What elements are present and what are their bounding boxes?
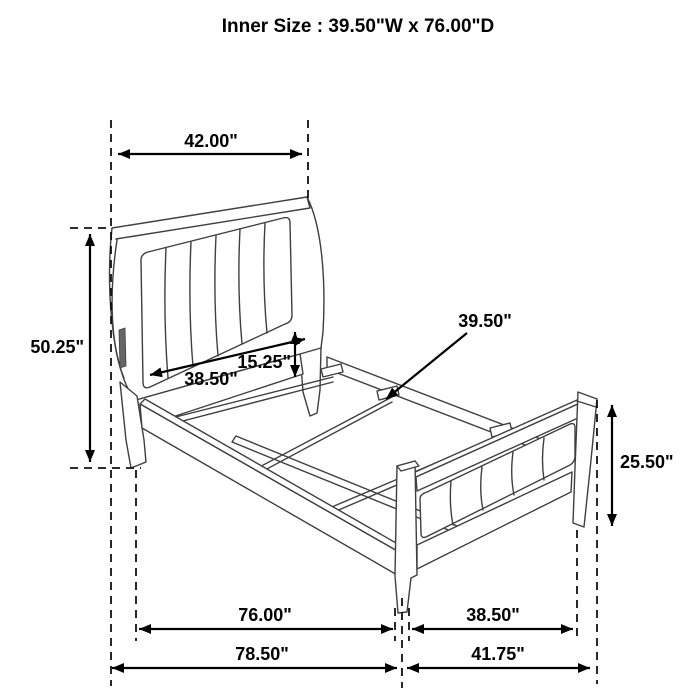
diagram-title: Inner Size : 39.50"W x 76.00"D xyxy=(221,16,495,37)
dimension-label: 15.25" xyxy=(237,352,291,372)
dimension-label: 76.00" xyxy=(238,605,292,625)
rail-bracket xyxy=(119,328,126,368)
dimension-label: 39.50" xyxy=(458,311,512,331)
dimension-label: 50.25" xyxy=(30,337,84,357)
dimension-label: 38.50" xyxy=(184,369,238,389)
dimension-label: 38.50" xyxy=(466,605,520,625)
dimension-label: 42.00" xyxy=(184,131,238,151)
dimension-label: 25.50" xyxy=(620,452,674,472)
dimension-label: 41.75" xyxy=(471,644,525,664)
dimension-label: 78.50" xyxy=(235,644,289,664)
